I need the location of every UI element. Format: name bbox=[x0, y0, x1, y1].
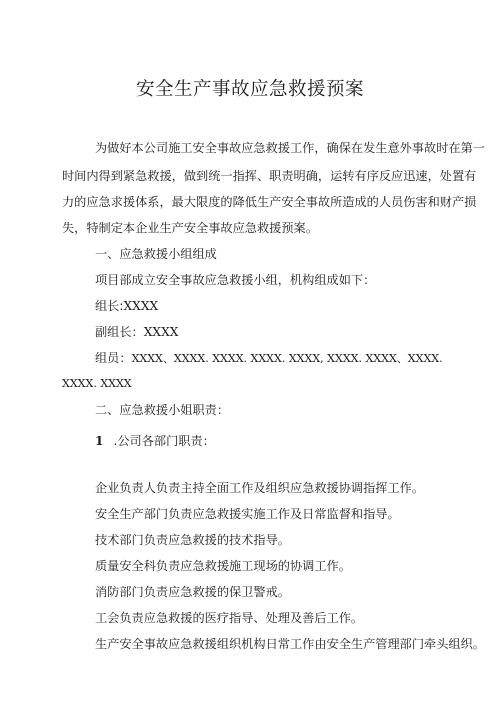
intro-line-4: 失，特制定本企业生产安全事故应急救援预案。 bbox=[62, 221, 318, 235]
leader-label: 组长: bbox=[95, 299, 124, 313]
duty-line-6: 工会负责应急救援的医疗指导、处理及善后工作。 bbox=[95, 611, 364, 625]
subsection-1-text: .公司各部门职责： bbox=[113, 434, 215, 448]
duty-line-7: 生产安全事故应急救援组织机构日常工作由安全生产管理部门牵头组织。 bbox=[95, 637, 485, 651]
section1-heading: 一、应急救援小组组成 bbox=[95, 247, 217, 261]
deputy-label: 副组长： bbox=[95, 325, 144, 339]
duty-line-5: 消防部门负责应急救援的保卫警戒。 bbox=[95, 585, 290, 599]
duty-line-2: 安全生产部门负责应急救援实施工作及日常监督和指导。 bbox=[95, 507, 400, 521]
leader-value: XXXX bbox=[123, 299, 159, 313]
subsection-1-heading bbox=[95, 433, 215, 449]
intro-line-1: 为做好本公司施工安全事故应急救援工作，确保在发生意外事故时在第一 bbox=[95, 141, 485, 155]
intro-line-3: 力的应急求援体系，最大限度的降低生产安全事故所造成的人员伤害和财产损 bbox=[62, 195, 477, 209]
section2-heading: 二、应急救援小姐职责： bbox=[95, 403, 230, 417]
leader-row bbox=[95, 298, 158, 314]
intro-line-2: 时间内得到紧急救援，做到统一指挥、职责明确，运转有序反应迅速，处置有 bbox=[62, 169, 477, 183]
duty-line-3: 技术部门负责应急救援的技术指导。 bbox=[95, 533, 290, 547]
deputy-row bbox=[95, 324, 178, 340]
document-title: 安全生产事故应急救援预案 bbox=[135, 79, 364, 100]
duty-line-1: 企业负责人负责主持全面工作及组织应急救援协调指挥工作。 bbox=[95, 481, 425, 495]
members-label: 组员： bbox=[95, 351, 132, 365]
members-row bbox=[95, 350, 443, 367]
subsection-1-number: 1 bbox=[95, 434, 104, 448]
members-line-1: XXXX、XXXX. XXXX. XXXX. XXXX, XXXX. XXXX、XXXX. bbox=[131, 352, 443, 365]
section1-intro: 项目部成立安全事故应急救援小组，机构组成如下： bbox=[95, 273, 376, 287]
members-line-2: XXXX. XXXX bbox=[62, 377, 132, 390]
deputy-value: XXXX bbox=[143, 325, 179, 339]
duty-line-4: 质量安全科负责应急救援施工现场的协调工作。 bbox=[95, 559, 351, 573]
